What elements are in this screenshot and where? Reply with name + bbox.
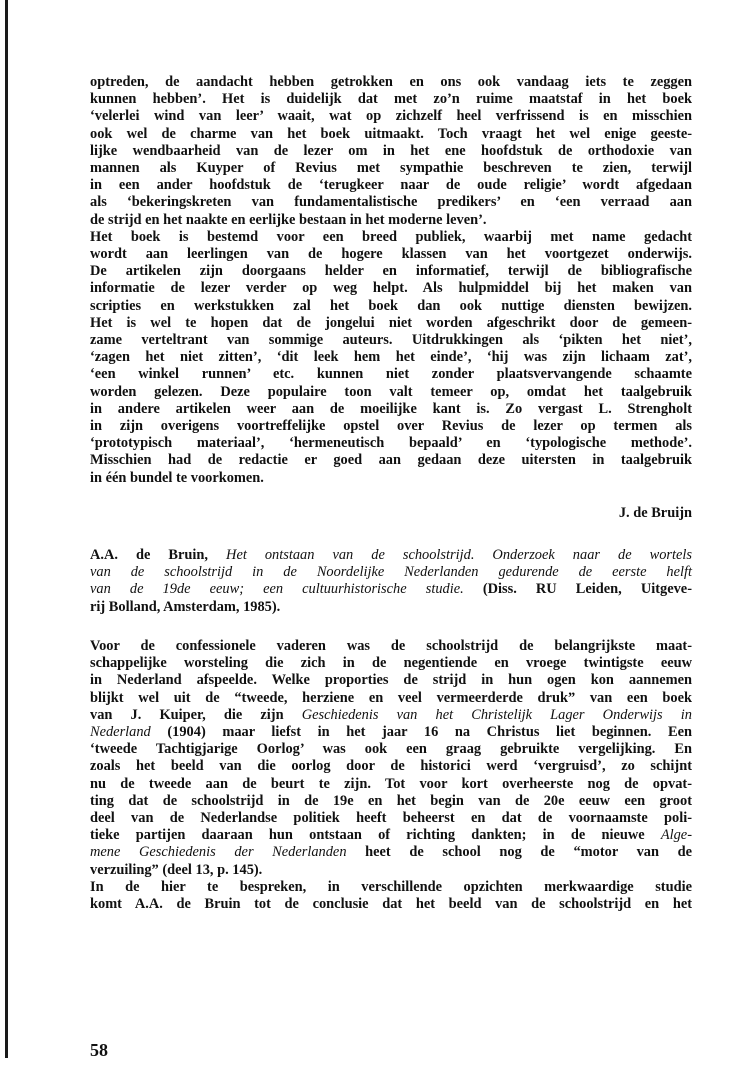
text-line: informatie de lezer verder op weg helpt. Als hulpmiddel bij het maken van xyxy=(90,280,692,297)
paragraph-schoolstrijd xyxy=(90,638,692,879)
text-line: in een ander hoofdstuk de ‘terugkeer naar de oude religie’ wordt afgedaan xyxy=(90,177,692,194)
text-fragment: tieke partijen daaraan hun ontstaan of richting dankten; in de nieuwe xyxy=(90,827,661,844)
text-line: Misschien had de redactie er goed aan gedaan deze uitersten in taalgebruik xyxy=(90,452,692,469)
text-line: in zijn overigens voortreffelijke opstel over Revius de lezer op termen als xyxy=(90,418,692,435)
citation-title: van de 19de eeuw; een cultuurhistorische studie. xyxy=(90,581,464,598)
text-line xyxy=(90,724,692,741)
citation-line: rij Bolland, Amsterdam, 1985). xyxy=(90,598,281,615)
text-line: komt A.A. de Bruin tot de conclusie dat het beeld van de schoolstrijd en het xyxy=(90,895,692,912)
text-line: in één bundel te voorkomen. xyxy=(90,469,264,486)
text-fragment-italic: mene Geschiedenis der Nederlanden xyxy=(90,844,347,861)
text-line: worden gelezen. Deze populaire toon valt temeer op, omdat het taalgebruik xyxy=(90,383,692,400)
citation-line xyxy=(90,547,692,564)
page-body xyxy=(90,74,692,913)
text-line: blijkt wel uit de “tweede, herziene en veel vermeerderde druk” van een boek xyxy=(90,689,692,706)
text-line: zame verteltrant van sommige auteurs. Uitdrukkingen als ‘pikten het niet’, xyxy=(90,332,692,349)
text-line: lijke wendbaarheid van de lezer om in het ene hoofdstuk de orthodoxie van xyxy=(90,142,692,159)
text-line: deel van de Nederlandse politiek heeft beheerst en dat de voornaamste poli- xyxy=(90,809,692,826)
citation-title: Het ontstaan van de schoolstrijd. Onderzoek naar de wortels xyxy=(226,547,692,564)
text-fragment: (1904) maar liefst in het jaar 16 na Christus liet beginnen. Een xyxy=(150,723,692,740)
text-line: Het is wel te hopen dat de jongelui niet worden afgeschrikt door de gemeen- xyxy=(90,314,692,331)
text-line: mannen als Kuyper of Revius met sympathie beschreven te zien, terwijl xyxy=(90,160,692,177)
text-line: scripties en werkstukken zal het boek dan ook nuttige diensten bewijzen. xyxy=(90,297,692,314)
text-line: de strijd en het naakte en eerlijke bestaan in het moderne leven’. xyxy=(90,211,487,228)
text-line: ook wel de charme van het boek uitmaakt. Toch vraagt het wel enige geeste- xyxy=(90,125,692,142)
text-line: ‘tweede Tachtigjarige Oorlog’ was ook een graag gebruikte vergelijking. En xyxy=(90,741,692,758)
text-line: ‘velerlei wind van leer’ waait, wat op zichzelf heel verfrissend is en misschien xyxy=(90,108,692,125)
left-margin-rule xyxy=(5,0,8,1058)
citation-author: A.A. de Bruin, xyxy=(90,547,209,564)
text-line: schappelijke worsteling die zich in de negentiende en vroege twintigste eeuw xyxy=(90,655,692,672)
paragraph-conclusion-start xyxy=(90,879,692,913)
text-line: in andere artikelen weer aan de moeilijke kant is. Zo vergast L. Strengholt xyxy=(90,400,692,417)
text-line: wordt aan leerlingen van de hogere klassen van het voortgezet onderwijs. xyxy=(90,246,692,263)
text-line: ‘zagen het niet zitten’, ‘dit leek hem het einde’, ‘hij was zijn lichaam zat’, xyxy=(90,349,692,366)
text-line: kunnen hebben’. Het is duidelijk dat met zo’n ruime maatstaf in het boek xyxy=(90,91,692,108)
text-line: verzuiling” (deel 13, p. 145). xyxy=(90,861,263,878)
text-line xyxy=(90,707,692,724)
text-line: In de hier te bespreken, in verschillende opzichten merkwaardige studie xyxy=(90,878,692,895)
text-fragment: heet de school nog de “motor van de xyxy=(346,844,692,861)
text-line: ‘prototypisch materiaal’, ‘hermeneutisch bepaald’ en ‘typologische methode’. xyxy=(90,435,692,452)
text-fragment: van J. Kuiper, die zijn xyxy=(90,706,302,723)
text-line: ting dat de schoolstrijd in de 19e en het begin van de 20e eeuw een groot xyxy=(90,792,692,809)
text-line: als ‘bekeringskreten van fundamentalistische predikers’ en ‘een verraad aan xyxy=(90,194,692,211)
paragraph-audience xyxy=(90,229,692,487)
text-fragment-italic: Geschiedenis van het Christelijk Lager Onderwijs in xyxy=(301,706,692,723)
text-line xyxy=(90,844,692,861)
book-citation xyxy=(90,547,692,616)
text-line xyxy=(90,827,692,844)
text-fragment-italic: Alge- xyxy=(660,827,692,844)
page-number: 58 xyxy=(90,1040,108,1060)
text-line: optreden, de aandacht hebben getrokken en ons ook vandaag iets te zeggen xyxy=(90,74,692,90)
text-line: Voor de confessionele vaderen was de schoolstrijd de belangrijkste maat- xyxy=(90,637,692,654)
citation-line xyxy=(90,581,692,598)
reviewer-signature: J. de Bruijn xyxy=(618,504,692,521)
text-line: zoals het beeld van die oorlog door de historici werd ‘vergruisd’, zo schijnt xyxy=(90,758,692,775)
paragraph-review-continuation xyxy=(90,74,692,229)
citation-publication: (Diss. RU Leiden, Uitgeve- xyxy=(482,581,692,598)
text-line: nu de tweede aan de beurt te zijn. Tot voor kort overheerste nog de opvat- xyxy=(90,775,692,792)
citation-title: van de schoolstrijd in de Noordelijke Nederlanden gedurende de eerste helft xyxy=(90,564,692,581)
text-line: Het boek is bestemd voor een breed publiek, waarbij met name gedacht xyxy=(90,228,692,245)
text-fragment-italic: Nederland xyxy=(90,723,151,740)
citation-line xyxy=(90,564,692,581)
text-line: ‘een winkel runnen’ etc. kunnen niet zonder plaatsvervangende schaamte xyxy=(90,366,692,383)
text-line: De artikelen zijn doorgaans helder en informatief, terwijl de bibliografische xyxy=(90,263,692,280)
text-line: in Nederland afspeelde. Welke proporties de strijd in hun ogen kon aannemen xyxy=(90,672,692,689)
